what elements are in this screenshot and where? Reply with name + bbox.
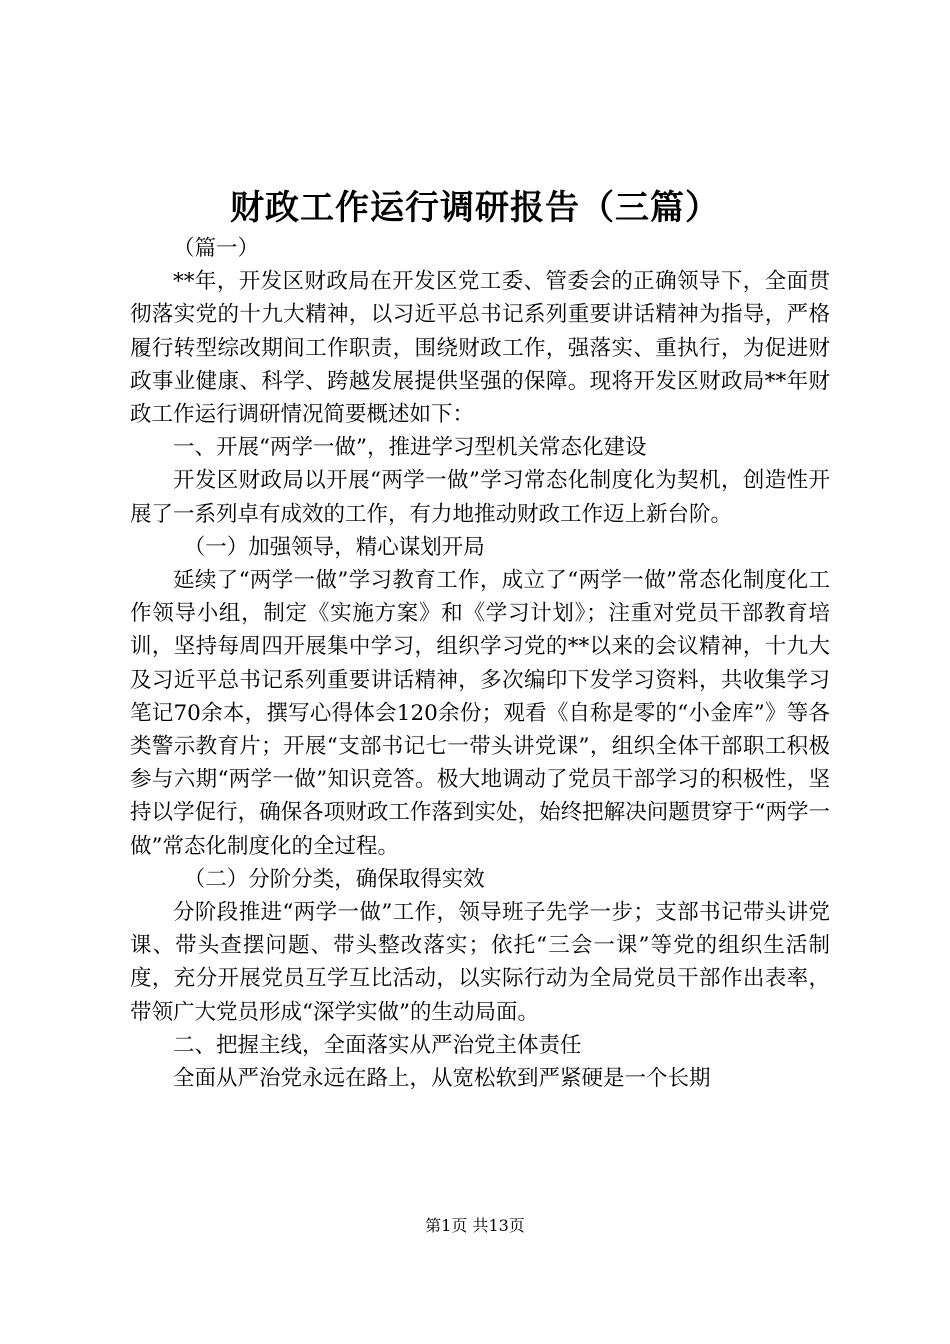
page-footer: 第1页 共13页	[425, 1216, 525, 1235]
body-paragraph: 开发区财政局以开展“两学一做”学习常态化制度化为契机，创造性开展了一系列卓有成效的工作，有力地推动财政工作迈上新台阶。	[130, 468, 830, 527]
section-label: （篇一）	[173, 236, 260, 261]
body-paragraph: 延续了“两学一做”学习教育工作，成立了“两学一做”常态化制度化工作领导小组，制定《实施方案》和《学习计划》；注重对党员干部教育培训，坚持每周四开展集中学习，组织学习党的**以来的会议精神，十九大及习近平总书记系列重要讲话精神，多次编印下发学习资料，共收集学习笔记70余本，撰写心得体会120余份；观看《自称是零的“小金库”》等各类警示教育片；开展“支部书记七一带头讲党课”，组织全体干部职工积极参与六期“两学一做”知识竞答。极大地调动了党员干部学习的积极性，坚持以学促行，确保各项财政工作落到实处，始终把解决问题贯穿于“两学一做”常态化制度化的全过程。	[130, 568, 830, 859]
section-heading: 一、开展“两学一做”，推进学习型机关常态化建设	[173, 435, 647, 461]
body-paragraph: 分阶段推进“两学一做”工作，领导班子先学一步；支部书记带头讲党课、带头查摆问题、带头整改落实；依托“三会一课”等党的组织生活制度，充分开展党员互学互比活动，以实际行动为全局党员干部作出表率，带领广大党员形成“深学实做”的生动局面。	[130, 900, 830, 1025]
section-heading: 二、把握主线，全面落实从严治党主体责任	[173, 1032, 582, 1058]
subsection-heading: （二）分阶分类，确保取得实效	[183, 866, 485, 892]
body-paragraph: **年，开发区财政局在开发区党工委、管委会的正确领导下，全面贯彻落实党的十九大精神，以习近平总书记系列重要讲话精神为指导，严格履行转型综改期间工作职责，围绕财政工作，强落实、重执行，为促进财政事业健康、科学、跨越发展提供坚强的保障。现将开发区财政局**年财政工作运行调研情况简要概述如下：	[130, 269, 830, 428]
document-title: 财政工作运行调研报告（三篇）	[230, 188, 720, 228]
document-body	[130, 232, 830, 1095]
subsection-heading: （一）加强领导，精心谋划开局	[183, 534, 485, 560]
body-paragraph: 全面从严治党永远在路上，从宽松软到严紧硬是一个长期	[173, 1066, 711, 1092]
